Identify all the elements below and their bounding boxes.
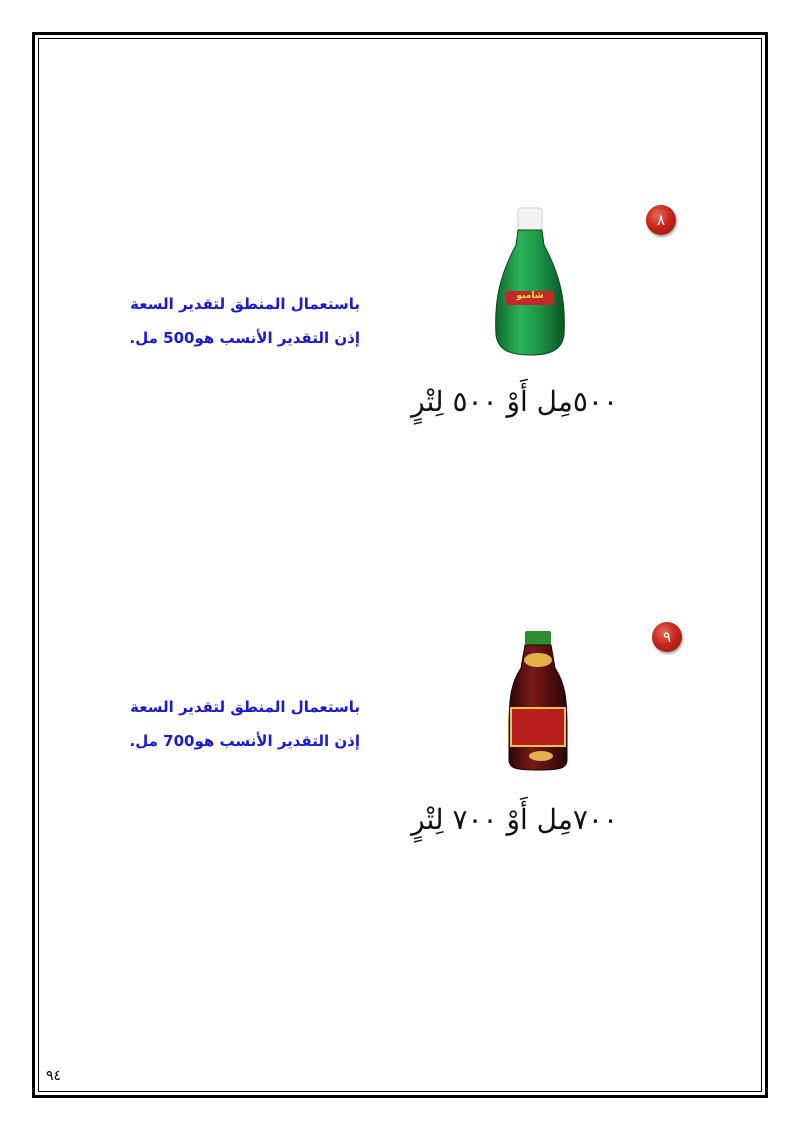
answer-line-2: إذن التقدير الأنسب هو500 مل. <box>129 329 360 347</box>
ketchup-bottle-image <box>505 628 575 773</box>
question-options: ٥٠٠مِل أَوْ ٥٠٠ لِتْرٍ <box>411 385 618 418</box>
answer-line-1: باستعمال المنطق لتقدير السعة <box>130 698 360 716</box>
shampoo-label: شامبو <box>516 291 544 301</box>
answer-line-2: إذن التقدير الأنسب هو700 مل. <box>129 732 360 750</box>
answer-text <box>130 287 360 355</box>
page-border-inner <box>38 38 762 1092</box>
answer-text <box>130 690 360 758</box>
question-number-badge <box>646 205 676 235</box>
question-number: ٨ <box>656 210 666 229</box>
page-number: ٩٤ <box>46 1068 62 1084</box>
question-number: ٩ <box>662 627 672 646</box>
answer-line-1: باستعمال المنطق لتقدير السعة <box>130 295 360 313</box>
shampoo-bottle-image <box>490 205 570 360</box>
question-options: ٧٠٠مِل أَوْ ٧٠٠ لِتْرٍ <box>411 803 618 836</box>
question-number-badge <box>652 622 682 652</box>
